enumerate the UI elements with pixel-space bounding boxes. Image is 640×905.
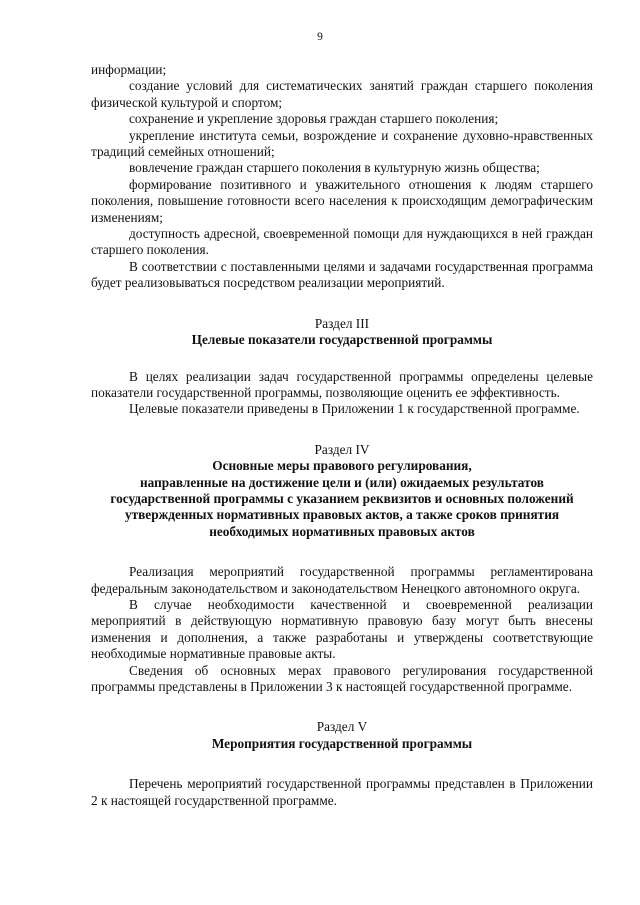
section-4-title-line: Основные меры правового регулирования, (212, 458, 472, 474)
section-3-label: Раздел III (314, 315, 370, 331)
paragraph: В случае необходимости качественной и своевременной реализации мероприятий в действующую нормативную правовую базу могут быть внесены изменения и дополнения, а также разработаны и утверждены соответствующие необходимые нормативные правовые акты. (91, 596, 593, 662)
section-4-title-line: государственной программы с указанием реквизитов и основных положений (110, 490, 574, 506)
paragraph: В целях реализации задач государственной программы определены целевые показатели государственной программы, позволяющие оценить ее эффективность. (91, 368, 593, 400)
list-item: укрепление института семьи, возрождение и сохранение духовно-нравственных традиций семейных отношений; (91, 127, 593, 160)
paragraph: В соответствии с поставленными целями и задачами государственная программа будет реализовываться посредством реализации мероприятий. (91, 258, 593, 291)
list-item: создание условий для систематических занятий граждан старшего поколения физической культурой и спортом; (91, 78, 593, 110)
document-body (91, 62, 593, 809)
section-4-title-line: направленные на достижение цели и (или) ожидаемых результатов (140, 474, 544, 490)
section-5-title: Мероприятия государственной программы (211, 735, 473, 751)
paragraph: Реализация мероприятий государственной программы регламентирована федеральным законодательством и законодательством Ненецкого автономного округа. (91, 564, 593, 596)
section-4-title-line: утвержденных нормативных правовых актов, а также сроков принятия (124, 507, 560, 523)
list-item: формирование позитивного и уважительного отношения к людям старшего поколения, повышение готовности всего населения к происходящим демографическим изменениям; (91, 176, 593, 225)
section-5-label: Раздел V (316, 719, 368, 735)
section-4-title-line: необходимых нормативных правовых актов (209, 523, 475, 539)
list-item: сохранение и укрепление здоровья граждан старшего поколения; (129, 111, 499, 127)
paragraph-fragment: информации; (91, 62, 167, 77)
paragraph: Перечень мероприятий государственной программы представлен в Приложении 2 к настоящей государственной программе. (91, 776, 593, 808)
paragraph: Целевые показатели приведены в Приложении 1 к государственной программе. (129, 401, 580, 417)
section-3-title: Целевые показатели государственной программы (191, 332, 493, 348)
list-item: доступность адресной, своевременной помощи для нуждающихся в ней граждан старшего поколения. (91, 226, 593, 258)
page-number: 9 (317, 31, 323, 43)
list-item: вовлечение граждан старшего поколения в культурную жизнь общества; (129, 160, 540, 176)
paragraph: Сведения об основных мерах правового регулирования государственной программы представлены в Приложении 3 к настоящей государственной программе. (91, 662, 593, 694)
section-4-label: Раздел IV (314, 441, 370, 457)
